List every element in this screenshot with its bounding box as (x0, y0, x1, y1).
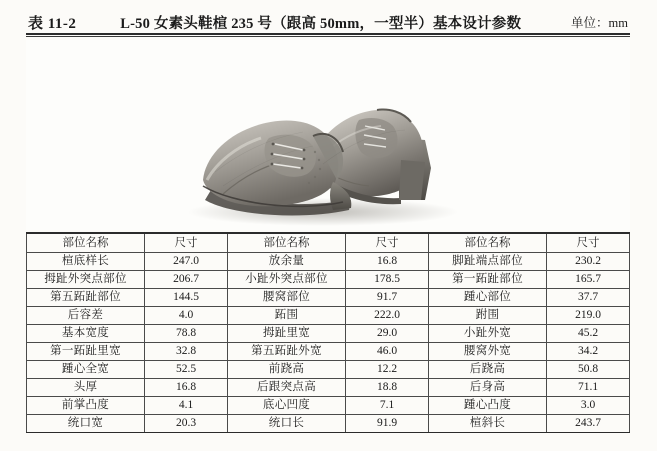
header-divider-secondary (26, 36, 630, 37)
param-value: 16.8 (346, 253, 429, 271)
param-name: 楦斜长 (429, 415, 547, 433)
param-name: 小趾外宽 (429, 325, 547, 343)
param-value: 219.0 (547, 307, 630, 325)
figure-photo (26, 40, 630, 230)
param-name: 脚趾端点部位 (429, 253, 547, 271)
param-value: 12.2 (346, 361, 429, 379)
param-value: 178.5 (346, 271, 429, 289)
table-row (27, 289, 630, 307)
table-row (27, 415, 630, 433)
column-header-value-3: 尺寸 (547, 233, 630, 253)
parameters-table-container (26, 232, 630, 433)
param-name: 第五跖趾外宽 (228, 343, 346, 361)
param-name: 第一跖趾里宽 (27, 343, 145, 361)
table-row (27, 361, 630, 379)
param-value: 50.8 (547, 361, 630, 379)
param-value: 46.0 (346, 343, 429, 361)
param-value: 4.1 (145, 397, 228, 415)
param-value: 32.8 (145, 343, 228, 361)
param-name: 前掌凸度 (27, 397, 145, 415)
param-name: 基本宽度 (27, 325, 145, 343)
param-value: 91.9 (346, 415, 429, 433)
param-name: 拇趾外突点部位 (27, 271, 145, 289)
param-value: 206.7 (145, 271, 228, 289)
param-name: 楦底样长 (27, 253, 145, 271)
table-row (27, 343, 630, 361)
param-value: 3.0 (547, 397, 630, 415)
param-value: 45.2 (547, 325, 630, 343)
column-header-value-1: 尺寸 (145, 233, 228, 253)
param-name: 放余量 (228, 253, 346, 271)
param-name: 后身高 (429, 379, 547, 397)
param-name: 跗围 (429, 307, 547, 325)
shoe-pair-image (163, 40, 493, 230)
param-value: 71.1 (547, 379, 630, 397)
param-value: 144.5 (145, 289, 228, 307)
parameters-table (26, 232, 630, 433)
param-value: 16.8 (145, 379, 228, 397)
param-name: 跖围 (228, 307, 346, 325)
param-value: 20.3 (145, 415, 228, 433)
param-name: 踵心全宽 (27, 361, 145, 379)
table-row (27, 307, 630, 325)
param-value: 4.0 (145, 307, 228, 325)
param-name: 拇趾里宽 (228, 325, 346, 343)
param-name: 前跷高 (228, 361, 346, 379)
param-value: 222.0 (346, 307, 429, 325)
param-name: 统口宽 (27, 415, 145, 433)
param-value: 18.8 (346, 379, 429, 397)
header-divider (26, 33, 630, 35)
param-name: 统口长 (228, 415, 346, 433)
table-header (28, 8, 628, 36)
table-row (27, 325, 630, 343)
param-value: 247.0 (145, 253, 228, 271)
param-value: 29.0 (346, 325, 429, 343)
param-value: 34.2 (547, 343, 630, 361)
param-name: 腰窝外宽 (429, 343, 547, 361)
param-name: 头厚 (27, 379, 145, 397)
table-row (27, 271, 630, 289)
param-value: 78.8 (145, 325, 228, 343)
table-row (27, 397, 630, 415)
column-header-name-2: 部位名称 (228, 233, 346, 253)
param-value: 91.7 (346, 289, 429, 307)
param-value: 7.1 (346, 397, 429, 415)
param-name: 后容差 (27, 307, 145, 325)
param-value: 165.7 (547, 271, 630, 289)
param-value: 243.7 (547, 415, 630, 433)
table-header-row (27, 233, 630, 253)
param-name: 踵心凸度 (429, 397, 547, 415)
page-title: L-50 女素头鞋楦 235 号（跟高 50mm，一型半）基本设计参数 (120, 15, 522, 32)
shoe-illustration-icon (163, 40, 493, 230)
param-name: 腰窝部位 (228, 289, 346, 307)
table-number-label: 表 11-2 (28, 15, 77, 32)
table-row (27, 253, 630, 271)
param-value: 37.7 (547, 289, 630, 307)
column-header-name-1: 部位名称 (27, 233, 145, 253)
unit-label: 单位：mm (571, 16, 628, 30)
param-name: 底心凹度 (228, 397, 346, 415)
param-name: 小趾外突点部位 (228, 271, 346, 289)
table-row (27, 379, 630, 397)
param-value: 52.5 (145, 361, 228, 379)
param-value: 230.2 (547, 253, 630, 271)
column-header-value-2: 尺寸 (346, 233, 429, 253)
column-header-name-3: 部位名称 (429, 233, 547, 253)
param-name: 后跟突点高 (228, 379, 346, 397)
param-name: 踵心部位 (429, 289, 547, 307)
param-name: 第一跖趾部位 (429, 271, 547, 289)
param-name: 后跷高 (429, 361, 547, 379)
param-name: 第五跖趾部位 (27, 289, 145, 307)
